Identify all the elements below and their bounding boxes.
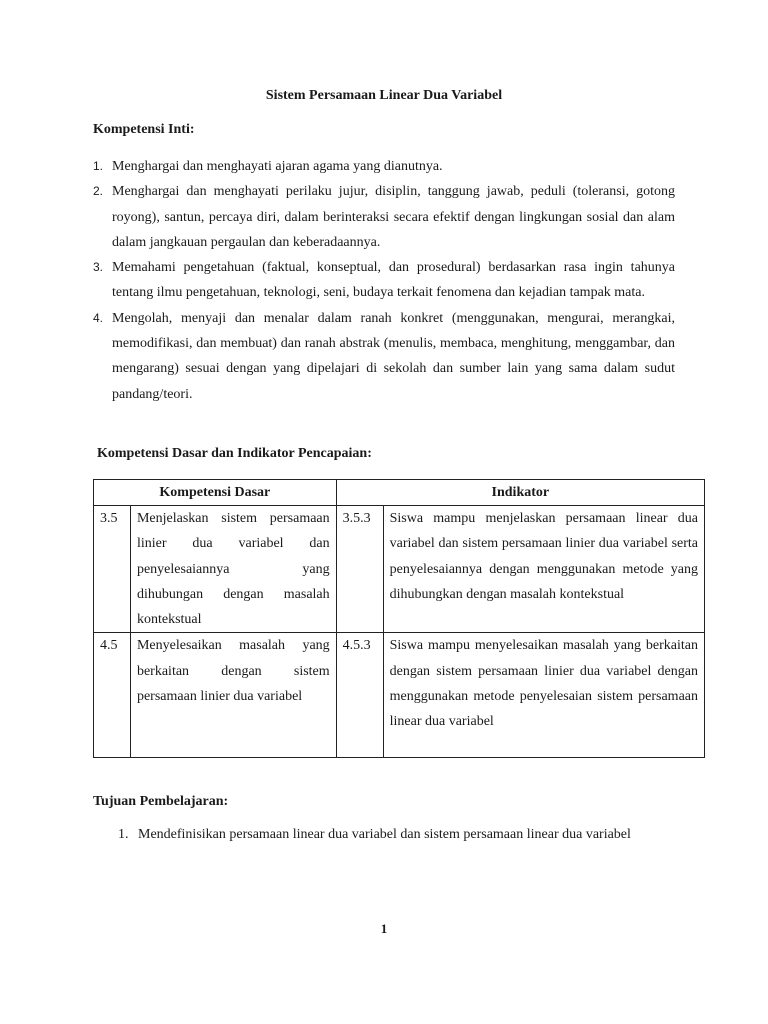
list-text: Menghargai dan menghayati perilaku jujur, disiplin, tanggung jawab, peduli (toleransi, gotong royong), santun, percaya diri, dalam berinteraksi secara efektif dengan lingkungan sosial dan alam dalam jangkauan pergaulan dan keberadaannya. (112, 184, 675, 250)
kd-text-cell: Menyelesaikan masalah yang berkaitan dengan sistem persamaan linier dua variabel (130, 633, 336, 758)
tujuan-list (118, 822, 658, 847)
kd-code-cell: 4.5 (94, 633, 131, 758)
list-item (93, 255, 675, 306)
table-row (94, 633, 705, 758)
list-item (118, 822, 658, 847)
indikator-text-cell: Siswa mampu menjelaskan persamaan linear dua variabel dan sistem persamaan linier dua variabel serta penyelesaiannya dengan menggunakan metode yang dihubungkan dengan masalah kontekstual (383, 506, 704, 633)
table-row (94, 506, 705, 633)
list-number: 1. (93, 159, 104, 173)
list-number: 4. (93, 310, 104, 325)
indikator-code-cell: 3.5.3 (336, 506, 383, 633)
list-number: 3. (93, 260, 104, 275)
kompetensi-dasar-table (93, 479, 705, 758)
column-header-kd: Kompetensi Dasar (94, 480, 337, 506)
kompetensi-dasar-heading: Kompetensi Dasar dan Indikator Pencapaian: (97, 446, 372, 461)
tujuan-heading: Tujuan Pembelajaran: (93, 794, 229, 809)
list-text: Memahami pengetahuan (faktual, konseptual, dan prosedural) berdasarkan rasa ingin tahunya tentang ilmu pengetahuan, teknologi, seni, budaya terkait fenomena dan kejadian tampak mata. (112, 260, 675, 301)
kompetensi-inti-heading: Kompetensi Inti: (93, 122, 195, 137)
kd-code-cell: 3.5 (94, 506, 131, 633)
list-text: Mengolah, menyaji dan menalar dalam ranah konkret (menggunakan, mengurai, merangkai, memodifikasi, dan membuat) dan ranah abstrak (menulis, membaca, menghitung, menggambar, dan mengarang) sesuai dengan yang dipelajari di sekolah dan sumber lain yang sama dalam sudut pandang/teori. (112, 310, 675, 402)
list-item (93, 306, 675, 407)
list-number: 2. (93, 184, 104, 199)
list-item (93, 179, 675, 255)
list-text: Menghargai dan menghayati ajaran agama yang dianutnya. (112, 159, 443, 174)
list-text: Mendefinisikan persamaan linear dua variabel dan sistem persamaan linear dua variabel (138, 827, 631, 842)
document-title: Sistem Persamaan Linear Dua Variabel (265, 88, 503, 103)
list-number: 1. (118, 827, 129, 842)
page-number: 1 (380, 921, 388, 936)
indikator-text-cell: Siswa mampu menyelesaikan masalah yang berkaitan dengan sistem persamaan linier dua variabel dengan menggunakan metode penyelesaian sistem persamaan linear dua variabel (383, 633, 704, 758)
kd-text-cell: Menjelaskan sistem persamaan linier dua variabel dan penyelesaiannya yang dihubungan dengan masalah kontekstual (130, 506, 336, 633)
kompetensi-inti-list (93, 154, 675, 407)
column-header-indikator: Indikator (336, 480, 704, 506)
table-header-row (94, 480, 705, 506)
indikator-code-cell: 4.5.3 (336, 633, 383, 758)
list-item (93, 154, 675, 179)
